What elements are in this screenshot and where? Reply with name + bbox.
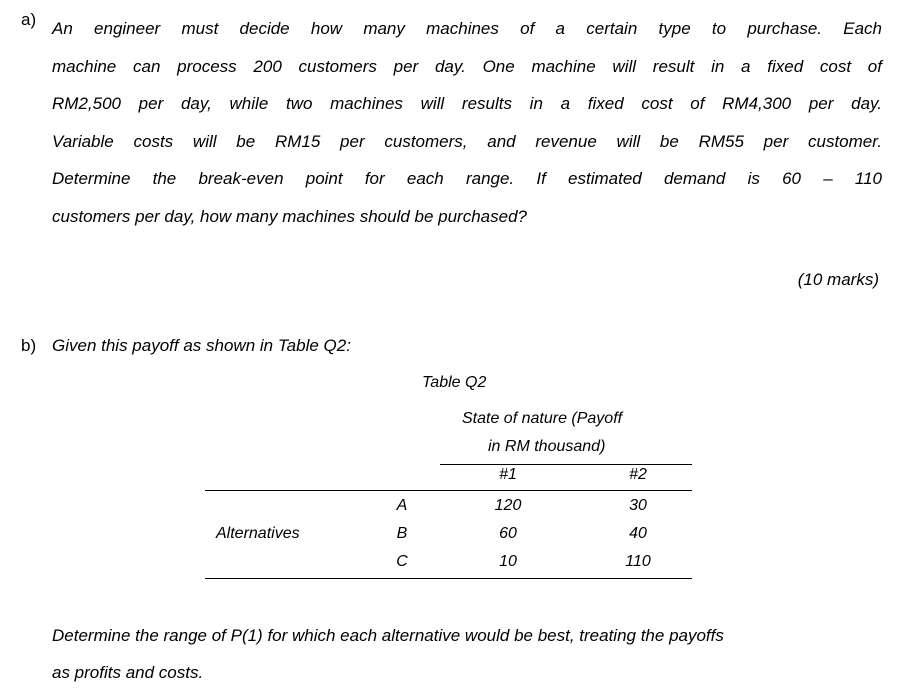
question-a-line-4: Variable costs will be RM15 per customers, and revenue will be RM55 per customer. xyxy=(52,131,882,151)
row-b-value-2: 40 xyxy=(629,525,647,542)
row-a-label: A xyxy=(396,497,408,514)
table-top-rule xyxy=(205,490,692,491)
row-b-label: B xyxy=(396,525,408,542)
state-of-nature-header-line-2: in RM thousand) xyxy=(488,438,606,455)
table-row-label-alternatives: Alternatives xyxy=(216,525,300,542)
table-bottom-rule xyxy=(205,578,692,579)
question-a-text xyxy=(52,10,882,235)
marks-label: (10 marks) xyxy=(797,270,879,289)
question-a-line-5: Determine the break-even point for each range. If estimated demand is 60 – 110 xyxy=(52,169,882,188)
row-a-value-2: 30 xyxy=(629,497,647,514)
question-b-footer-line-1: Determine the range of P(1) for which each alternative would be best, treating the payoffs xyxy=(52,626,724,645)
row-c-value-2: 110 xyxy=(625,553,651,570)
column-header-2: #2 xyxy=(629,466,647,483)
table-header-rule xyxy=(440,464,692,465)
question-b-footer-line-2: as profits and costs. xyxy=(52,663,204,682)
column-header-1: #1 xyxy=(499,466,517,483)
question-a-line-6: customers per day, how many machines should be purchased? xyxy=(52,206,527,226)
table-caption: Table Q2 xyxy=(422,374,487,391)
question-a-line-3: RM2,500 per day, while two machines will results in a fixed cost of RM4,300 per day. xyxy=(52,94,882,113)
question-a-line-2: machine can process 200 customers per day. One machine will result in a fixed cost of xyxy=(52,56,882,76)
question-a-label: a) xyxy=(21,10,37,29)
state-of-nature-header-line-1: State of nature (Payoff xyxy=(462,410,623,427)
question-b-label: b) xyxy=(21,336,37,355)
row-a-value-1: 120 xyxy=(494,497,522,514)
question-a-line-1: An engineer must decide how many machines of a certain type to purchase. Each xyxy=(52,19,882,38)
row-c-label: C xyxy=(396,553,408,570)
question-b-intro: Given this payoff as shown in Table Q2: xyxy=(52,336,351,355)
question-b-footer xyxy=(52,617,882,691)
row-c-value-1: 10 xyxy=(499,553,517,570)
row-b-value-1: 60 xyxy=(499,525,517,542)
